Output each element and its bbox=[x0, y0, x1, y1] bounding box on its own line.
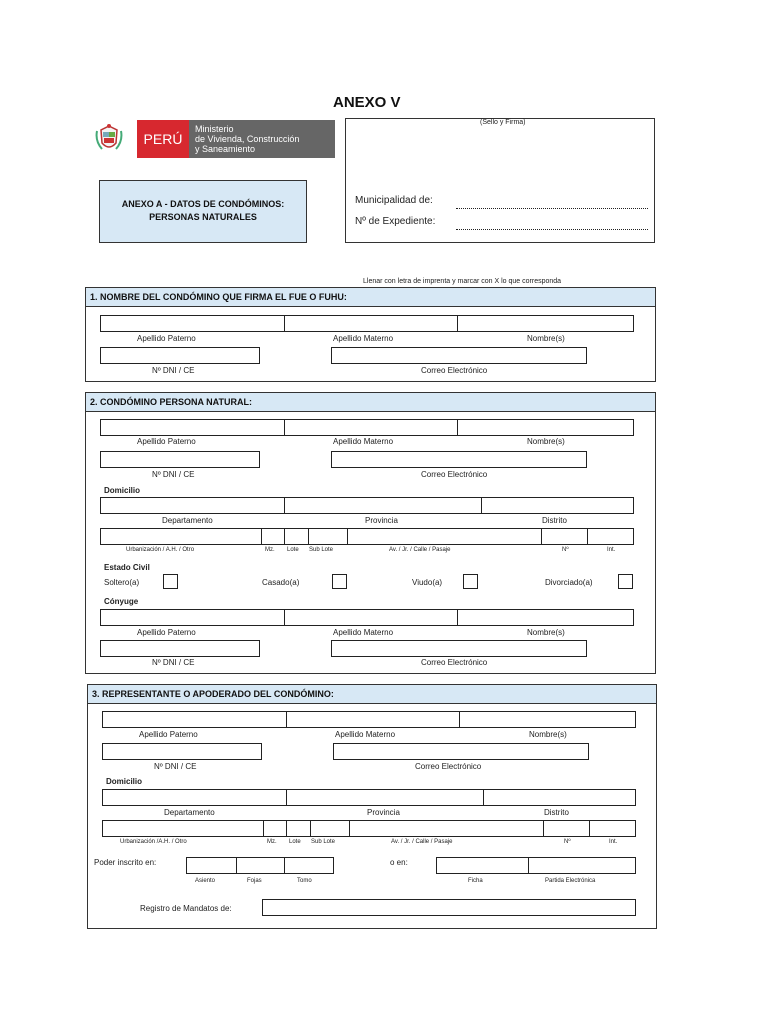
section-1-title: 1. NOMBRE DEL CONDÓMINO QUE FIRMA EL FUE O FUHU: bbox=[86, 288, 655, 307]
s3-dni-field[interactable] bbox=[102, 743, 262, 760]
viudo-checkbox[interactable] bbox=[463, 574, 478, 589]
s3-direccion-fields bbox=[102, 820, 636, 837]
s2-ubicacion-fields bbox=[100, 497, 634, 514]
soltero-checkbox[interactable] bbox=[163, 574, 178, 589]
peru-coat-of-arms-icon bbox=[94, 123, 124, 155]
divorciado-checkbox[interactable] bbox=[618, 574, 633, 589]
s3-nombres-label: Nombre(s) bbox=[529, 730, 567, 739]
s3-via-label: Av. / Jr. / Calle / Pasaje bbox=[391, 839, 453, 845]
peru-logo bbox=[137, 120, 189, 158]
ministry-line-3: y Saneamiento bbox=[195, 144, 256, 154]
annex-a-line-2: PERSONAS NATURALES bbox=[149, 212, 257, 222]
s1-correo-field[interactable] bbox=[331, 347, 587, 364]
s3-name-fields bbox=[102, 711, 636, 728]
s1-apellido-materno-label: Apellido Materno bbox=[333, 334, 394, 343]
instruction-text: Llenar con letra de imprenta y marcar con X lo que corresponda bbox=[363, 278, 562, 285]
expediente-label: Nº de Expediente: bbox=[355, 216, 436, 227]
s2-dni-field[interactable] bbox=[100, 451, 260, 468]
s2-domicilio-heading: Domicilio bbox=[104, 486, 141, 495]
s3-urbanizacion-label: Urbanización /A.H. / Otro bbox=[120, 839, 187, 845]
s3-provincia-label: Provincia bbox=[367, 808, 400, 817]
s2-departamento-label: Departamento bbox=[162, 516, 213, 525]
s2-conyuge-paterno-label: Apellido Paterno bbox=[137, 628, 196, 637]
s1-name-fields bbox=[100, 315, 634, 332]
s3-correo-field[interactable] bbox=[333, 743, 589, 760]
s2-provincia-label: Provincia bbox=[365, 516, 398, 525]
s2-correo-label: Correo Electrónico bbox=[421, 470, 488, 479]
s2-interior-label: Int. bbox=[607, 547, 616, 553]
annex-a-line-1: ANEXO A - DATOS DE CONDÓMINOS: bbox=[121, 199, 285, 209]
s2-via-label: Av. / Jr. / Calle / Pasaje bbox=[389, 547, 451, 553]
s3-ubicacion-fields bbox=[102, 789, 636, 806]
s3-apellido-paterno-label: Apellido Paterno bbox=[139, 730, 198, 739]
s2-conyuge-dni-field[interactable] bbox=[100, 640, 260, 657]
s2-dni-label: Nº DNI / CE bbox=[152, 470, 195, 479]
s1-apellido-paterno-label: Apellido Paterno bbox=[137, 334, 196, 343]
s3-interior-label: Int. bbox=[609, 839, 618, 845]
s2-urbanizacion-label: Urbanización / A.H. / Otro bbox=[126, 547, 195, 553]
s2-lote-label: Lote bbox=[287, 547, 299, 553]
registro-mandatos-label: Registro de Mandatos de: bbox=[140, 904, 232, 913]
expediente-field[interactable] bbox=[456, 229, 648, 230]
s1-dni-field[interactable] bbox=[100, 347, 260, 364]
s2-mz-label: Mz. bbox=[265, 547, 275, 553]
s2-conyuge-heading: Cónyuge bbox=[104, 597, 139, 606]
s1-nombres-label: Nombre(s) bbox=[527, 334, 565, 343]
casado-label: Casado(a) bbox=[262, 578, 300, 587]
s2-numero-label: Nº bbox=[562, 547, 569, 553]
s2-conyuge-correo-field[interactable] bbox=[331, 640, 587, 657]
municipalidad-field[interactable] bbox=[456, 208, 648, 209]
partida-label: Partida Electrónica bbox=[545, 878, 596, 884]
viudo-label: Viudo(a) bbox=[412, 578, 443, 587]
s3-numero-label: Nº bbox=[564, 839, 571, 845]
soltero-label: Soltero(a) bbox=[104, 578, 140, 587]
seal-box bbox=[345, 118, 655, 243]
s3-departamento-label: Departamento bbox=[164, 808, 215, 817]
registro-mandatos-field[interactable] bbox=[262, 899, 636, 916]
s2-conyuge-nombres-label: Nombre(s) bbox=[527, 628, 565, 637]
s2-apellido-paterno-label: Apellido Paterno bbox=[137, 437, 196, 446]
annex-a-box bbox=[99, 180, 307, 243]
section-3-title: 3. REPRESENTANTE O APODERADO DEL CONDÓMINO: bbox=[88, 685, 656, 704]
s3-correo-label: Correo Electrónico bbox=[415, 762, 482, 771]
ministry-logo bbox=[189, 120, 335, 158]
s3-mz-label: Mz. bbox=[267, 839, 277, 845]
s3-lote-label: Lote bbox=[289, 839, 301, 845]
ministry-line-2: de Vivienda, Construcción bbox=[195, 134, 300, 144]
ficha-label: Ficha bbox=[468, 878, 483, 884]
s2-name-fields bbox=[100, 419, 634, 436]
s2-conyuge-materno-label: Apellido Materno bbox=[333, 628, 394, 637]
s3-apellido-materno-label: Apellido Materno bbox=[335, 730, 396, 739]
asiento-label: Asiento bbox=[195, 878, 216, 884]
s2-direccion-fields bbox=[100, 528, 634, 545]
s1-correo-label: Correo Electrónico bbox=[421, 366, 488, 375]
seal-label: (Sello y Firma) bbox=[480, 119, 526, 126]
logo-country: PERÚ bbox=[143, 131, 183, 147]
divorciado-label: Divorciado(a) bbox=[545, 578, 593, 587]
poder-inscrito-label: Poder inscrito en: bbox=[94, 858, 157, 867]
poder-inscrito-fields bbox=[186, 857, 334, 874]
s3-dni-label: Nº DNI / CE bbox=[154, 762, 197, 771]
s2-conyuge-correo-label: Correo Electrónico bbox=[421, 658, 488, 667]
municipalidad-label: Municipalidad de: bbox=[355, 195, 433, 206]
ficha-partida-fields bbox=[436, 857, 636, 874]
o-en-label: o en: bbox=[390, 858, 408, 867]
s2-distrito-label: Distrito bbox=[542, 516, 567, 525]
fojas-label: Fojas bbox=[247, 878, 262, 884]
s3-domicilio-heading: Domicilio bbox=[106, 777, 143, 786]
page-title: ANEXO V bbox=[333, 94, 401, 111]
casado-checkbox[interactable] bbox=[332, 574, 347, 589]
s2-sublote-label: Sub Lote bbox=[309, 547, 334, 553]
s3-distrito-label: Distrito bbox=[544, 808, 569, 817]
s2-conyuge-dni-label: Nº DNI / CE bbox=[152, 658, 195, 667]
section-2-title: 2. CONDÓMINO PERSONA NATURAL: bbox=[86, 393, 655, 412]
s2-nombres-label: Nombre(s) bbox=[527, 437, 565, 446]
s2-conyuge-name-fields bbox=[100, 609, 634, 626]
ministry-line-1: Ministerio bbox=[195, 124, 234, 134]
s3-sublote-label: Sub Lote bbox=[311, 839, 336, 845]
s2-correo-field[interactable] bbox=[331, 451, 587, 468]
s2-apellido-materno-label: Apellido Materno bbox=[333, 437, 394, 446]
s1-dni-label: Nº DNI / CE bbox=[152, 366, 195, 375]
s2-estado-civil-heading: Estado Civil bbox=[104, 563, 150, 572]
tomo-label: Tomo bbox=[297, 878, 312, 884]
